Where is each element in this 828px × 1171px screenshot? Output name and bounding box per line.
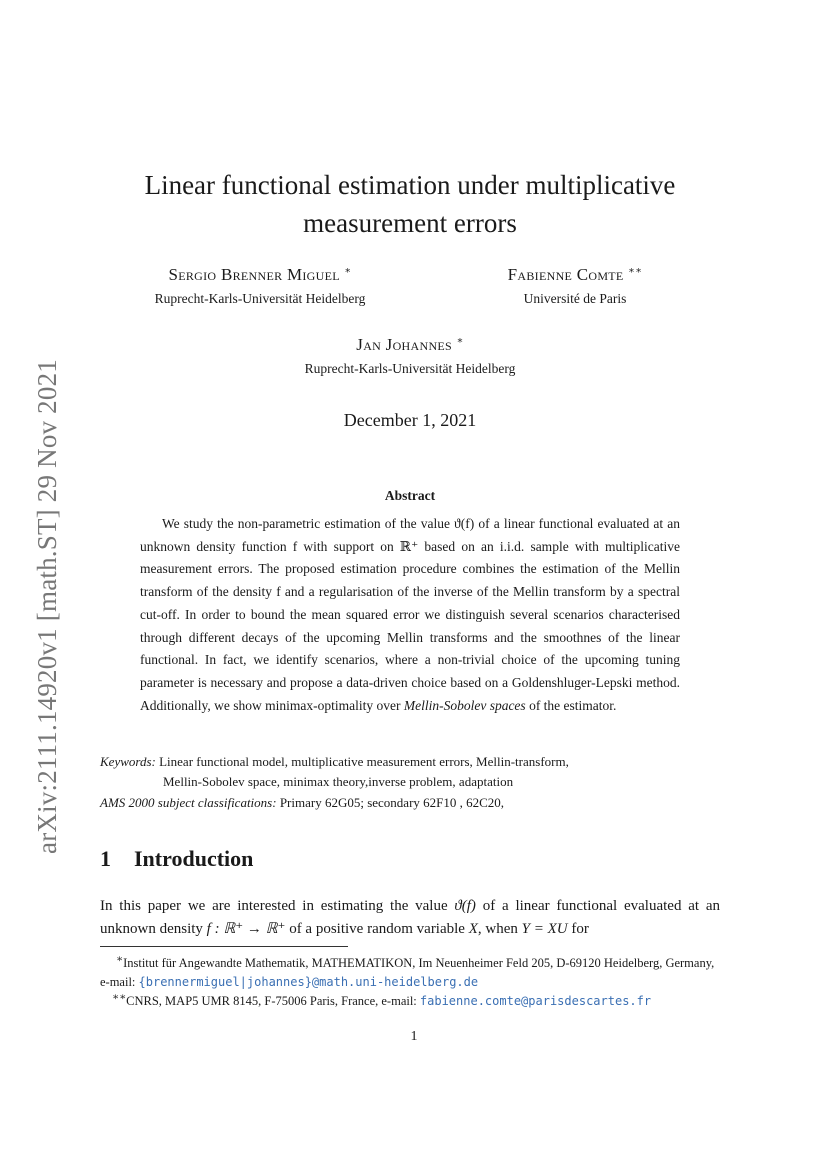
author-2-name: Fabienne Comte [507,265,624,284]
author-1-name: Sergio Brenner Miguel [168,265,340,284]
section-number: 1 [100,846,111,871]
abstract-text: We study the non-parametric estimation of the value ϑ(f) of a linear functional evaluated at an unknown density function f with support on ℝ⁺ based on an i.i.d. sample with multiplicative measurement errors. The proposed estimation procedure combines the estimation of the Mellin transform of the density f and a regularisation of the inverse of the Mellin transform by a spectral cut-off. In order to bound the mean squared error we distinguish several scenarios characterised through different decays of the upcoming Mellin transforms and the smoothnes of the linear functional. In fact, we identify scenarios, where a non-trivial choice of the upcoming tuning parameter is necessary and propose a data-driven choice based on a Goldenshluger-Lepski method. Additionally, we show minimax-optimality over Mellin-Sobolev spaces of the estimator. [140,516,680,713]
author-1-mark: ∗ [344,265,352,277]
footnote-rule [100,946,348,947]
intro-paragraph: In this paper we are interested in estimating the value ϑ(f) of a linear functional evaluated at an unknown density f : ℝ⁺ → ℝ⁺ of a positive random variable X, when Y = XU for [100,898,720,937]
author-1 [120,265,400,307]
email-link-1[interactable]: {brennermiguel|johannes}@math.uni-heidelberg.de [138,975,479,990]
keywords-line-2: Mellin-Sobolev space, minimax theory,inverse problem, adaptation [163,774,514,789]
arxiv-stamp [30,348,64,864]
ams-label: AMS 2000 subject classifications: [100,795,277,810]
author-2-affiliation: Université de Paris [523,291,627,306]
author-3-name: Jan Johannes [356,335,453,354]
abstract-italic: Mellin-Sobolev spaces [403,697,526,713]
footnote-2: ∗∗CNRS, MAP5 UMR 8145, F-75006 Paris, France, e-mail: fabienne.comte@parisdescartes.fr [112,992,652,1009]
paper-date: December 1, 2021 [343,410,477,430]
author-3 [260,335,560,377]
paper-title: Linear functional estimation under multiplicative measurement errors [144,170,676,238]
arxiv-stamp-text: arXiv:2111.14920v1 [math.ST] 29 Nov 2021 [31,358,62,854]
footnote-1: ∗Institut für Angewandte Mathematik, MATHEMATIKON, Im Neuenheimer Feld 205, D-69120 Heidelberg, Germany, e-mail: {brennermiguel|johannes}@math.uni-heidelberg.de [100,954,715,990]
section-title: Introduction [134,846,254,871]
author-2-mark: ∗∗ [628,265,643,277]
author-3-affiliation: Ruprecht-Karls-Universität Heidelberg [304,361,516,376]
keywords-label: Keywords: [100,754,156,769]
abstract-heading: Abstract [384,488,436,503]
author-3-mark: ∗ [456,335,464,347]
ams-classification: AMS 2000 subject classifications: Primary 62G05; secondary 62F10 , 62C20, [100,795,505,810]
author-1-affiliation: Ruprecht-Karls-Universität Heidelberg [154,291,366,306]
email-link-2[interactable]: fabienne.comte@parisdescartes.fr [419,994,652,1009]
keywords-line-1: Keywords: Linear functional model, multiplicative measurement errors, Mellin-transform, [100,754,569,769]
section-heading [100,846,253,872]
author-2 [450,265,700,307]
page-number: 1 [410,1029,418,1044]
